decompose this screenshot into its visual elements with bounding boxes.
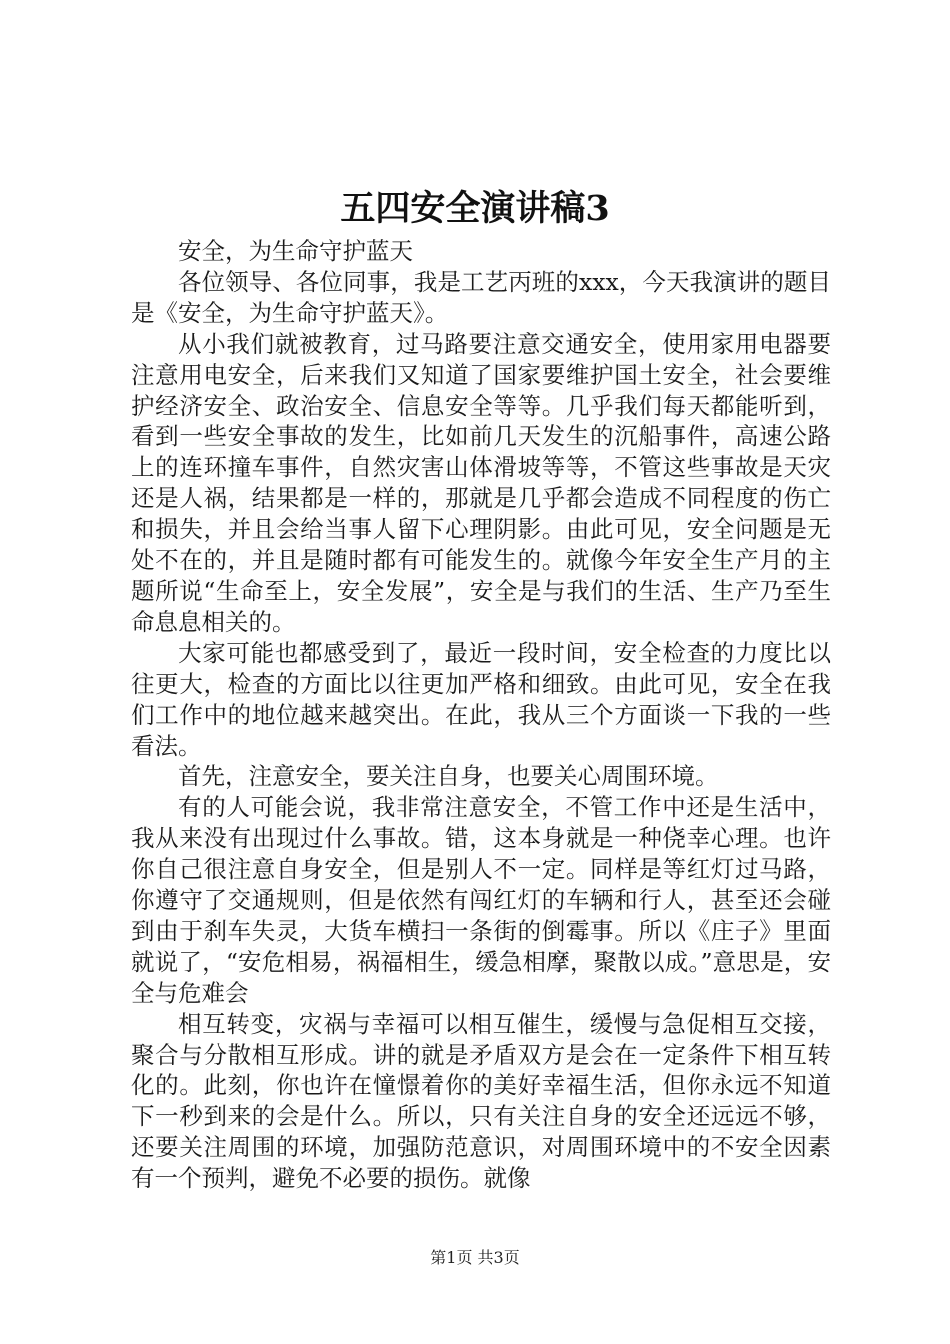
paragraph: 大家可能也都感受到了，最近一段时间，安全检查的力度比以往更大，检查的方面比以往更加严格和细致。由此可见，安全在我们工作中的地位越来越突出。在此，我从三个方面谈一下我的一些看法。 (131, 638, 831, 760)
paragraph: 各位领导、各位同事，我是工艺丙班的xxx，今天我演讲的题目是《安全，为生命守护蓝天》。 (131, 267, 831, 327)
document-body (131, 236, 831, 1194)
document-title: 五四安全演讲稿3 (340, 188, 610, 229)
paragraph: 首先，注意安全，要关注自身，也要关心周围环境。 (178, 762, 719, 791)
paragraph: 从小我们就被教育，过马路要注意交通安全，使用家用电器要注意用电安全，后来我们又知道了国家要维护国土安全，社会要维护经济安全、政治安全、信息安全等等。几乎我们每天都能听到，看到一些安全事故的发生，比如前几天发生的沉船事件，高速公路上的连环撞车事件，自然灾害山体滑坡等等，不管这些事故是天灾还是人祸，结果都是一样的，那就是几乎都会造成不同程度的伤亡和损失，并且会给当事人留下心理阴影。由此可见，安全问题是无处不在的，并且是随时都有可能发生的。就像今年安全生产月的主题所说“生命至上，安全发展”，安全是与我们的生活、生产乃至生命息息相关的。 (131, 329, 831, 636)
paragraph-subtitle: 安全，为生命守护蓝天 (178, 237, 413, 265)
paragraph: 相互转变，灾祸与幸福可以相互催生，缓慢与急促相互交接，聚合与分散相互形成。讲的就是矛盾双方是会在一定条件下相互转化的。此刻，你也许在憧憬着你的美好幸福生活，但你永远不知道下一秒到来的会是什么。所以，只有关注自身的安全还远远不够，还要关注周围的环境，加强防范意识，对周围环境中的不安全因素有一个预判，避免不必要的损伤。就像 (131, 1009, 831, 1193)
paragraph: 有的人可能会说，我非常注意安全，不管工作中还是生活中，我从来没有出现过什么事故。错，这本身就是一种侥幸心理。也许你自己很注意自身安全，但是别人不一定。同样是等红灯过马路，你遵守了交通规则，但是依然有闯红灯的车辆和行人，甚至还会碰到由于刹车失灵，大货车横扫一条街的倒霉事。所以《庄子》里面就说了，“安危相易，祸福相生，缓急相摩，聚散以成。”意思是，安全与危难会 (131, 793, 831, 1007)
page-footer: 第1页 共3页 (430, 1248, 520, 1267)
